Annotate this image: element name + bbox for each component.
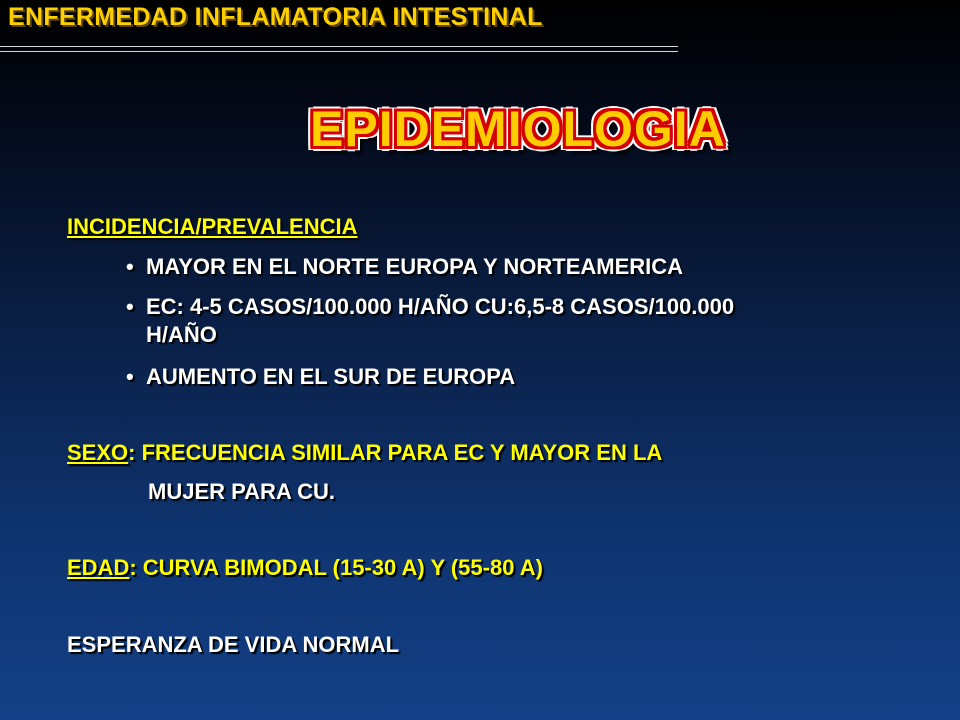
incidence-item-2: EC: 4-5 CASOS/100.000 H/AÑO CU:6,5-8 CASOS/100.000: [146, 294, 735, 319]
sexo-text: : FRECUENCIA SIMILAR PARA EC Y MAYOR EN LA: [128, 440, 663, 465]
slide-title: EPIDEMIOLOGIA: [310, 101, 726, 157]
incidence-heading: INCIDENCIA/PREVALENCIA: [67, 214, 358, 239]
edad-text: : CURVA BIMODAL (15-30 A) Y (55-80 A): [129, 555, 543, 580]
header-title: ENFERMEDAD INFLAMATORIA INTESTINAL: [8, 3, 543, 31]
bullet-icon: •: [126, 364, 134, 389]
bullet-icon: •: [126, 254, 134, 279]
edad-line: [67, 555, 543, 581]
sexo-line-2: MUJER PARA CU.: [148, 479, 336, 504]
sexo-label: SEXO: [67, 440, 129, 465]
incidence-item-1: MAYOR EN EL NORTE EUROPA Y NORTEAMERICA: [146, 254, 684, 279]
edad-label: EDAD: [67, 555, 130, 580]
sexo-line: [67, 440, 662, 466]
header-divider: [0, 46, 678, 52]
bullet-icon: •: [126, 294, 134, 319]
incidence-item-3: AUMENTO EN EL SUR DE EUROPA: [146, 364, 516, 389]
esperanza-line: ESPERANZA DE VIDA NORMAL: [67, 632, 400, 657]
incidence-item-2-continued: H/AÑO: [146, 322, 217, 347]
